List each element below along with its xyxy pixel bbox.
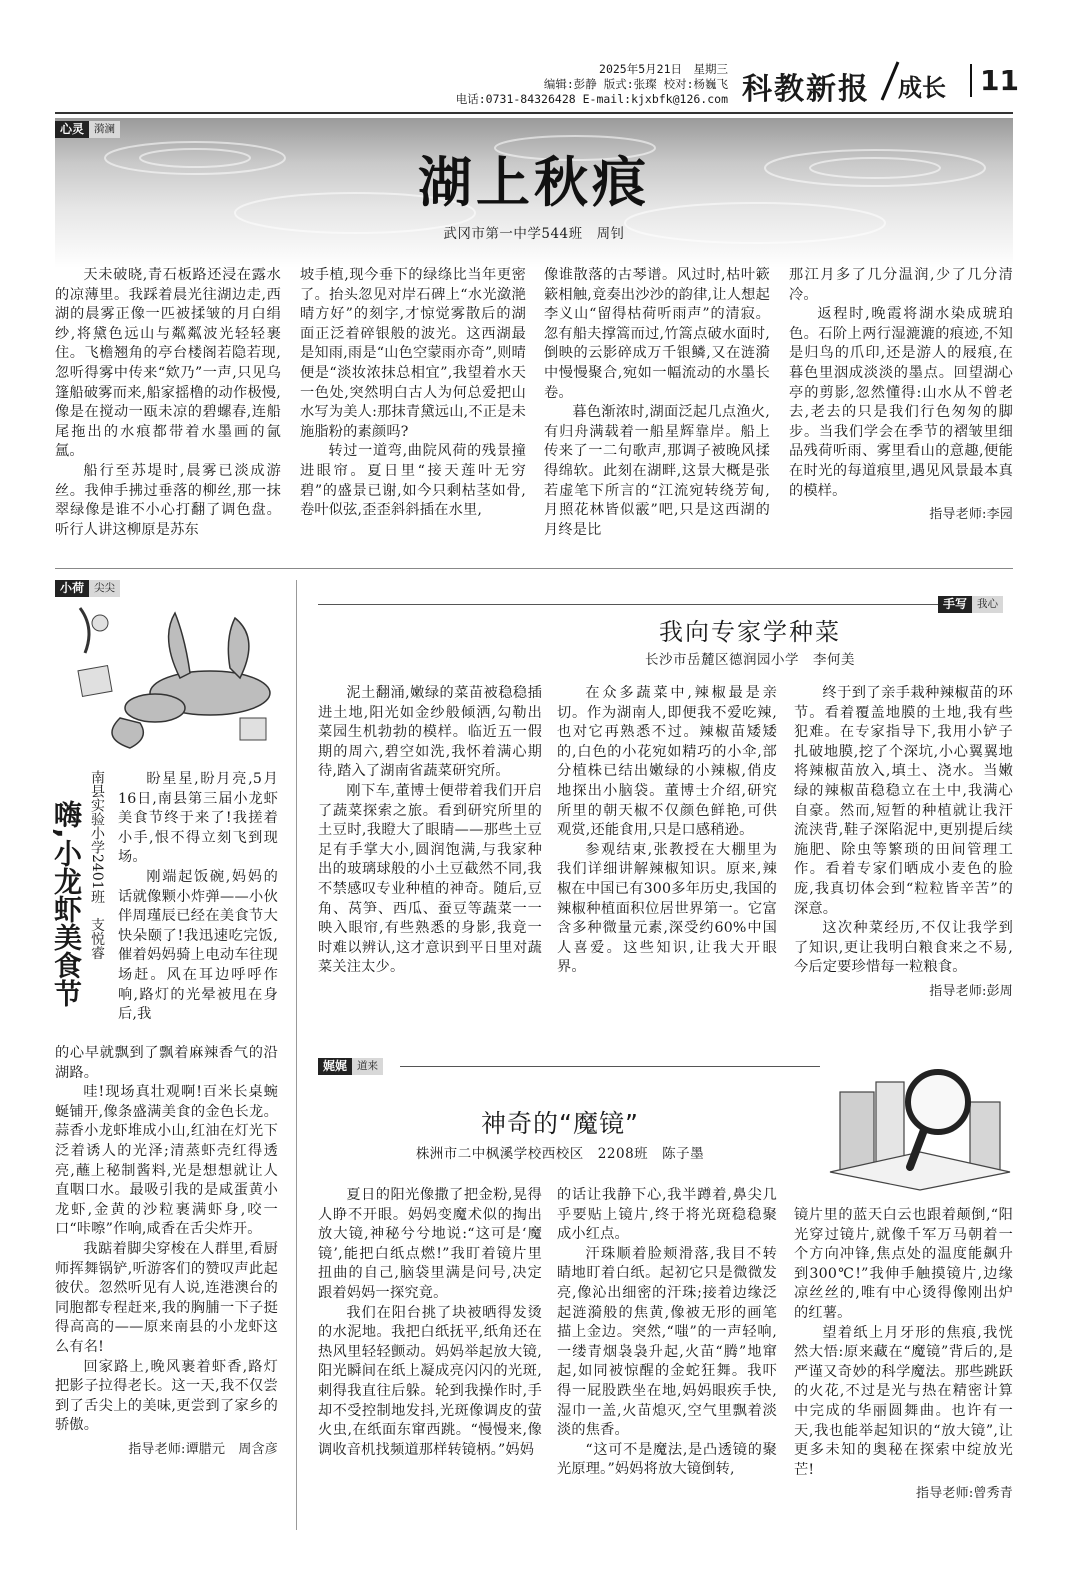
- tag-main: 娓娓: [318, 1058, 352, 1075]
- paragraph: 汗珠顺着脸颊滑落,我目不转睛地盯着白纸。起初它只是微微发亮,像沁出细密的汗珠;接着边缘泛起涟漪般的焦黄,像被无形的画笔描上金边。突然,“嗤”的一声轻响,一缕青烟袅袅升起,火苗“腾”地窜起,如同被惊醒的金蛇狂舞。我吓得一屁股跌坐在地,妈妈眼疾手快,湿巾一盖,火苗熄灭,空气里飘着淡淡的焦香。: [557, 1245, 777, 1439]
- article3-column-3: [794, 684, 1013, 1002]
- tag-sub: 道来: [352, 1058, 383, 1075]
- tag-sub: 我心: [972, 596, 1003, 613]
- paragraph: 参观结束,张教授在大棚里为我们详细讲解辣椒知识。原来,辣椒在中国已有300多年历史,我国的辣椒种植面积位居世界第一。它富含多种微量元素,深受约60%中国人喜爱。这些知识,让我大开眼界。: [557, 841, 777, 976]
- article4-title: 神奇的“魔镜”: [481, 1109, 639, 1138]
- header-rule: [55, 112, 1013, 114]
- books-magnifier-illustration-icon: [820, 1052, 1014, 1192]
- article1-column-4: [789, 266, 1013, 525]
- paragraph: 哇!现场真壮观啊!百米长桌蜿蜒铺开,像条盛满美食的金色长龙。蒜香小龙虾堆成小山,红油在灯光下泛着诱人的光泽;清蒸虾壳红得透亮,蘸上秘制酱料,光是想想就让人直咽口水。最吸引我的是咸蛋黄小龙虾,金黄的沙粒裹满虾身,咬一口“咔嚓”作响,咸香在舌尖炸开。: [55, 1084, 278, 1238]
- section-tag-shouxie: [938, 596, 1003, 613]
- paragraph: 泥土翻涌,嫩绿的菜苗被稳稳插进土地,阳光如金纱般倾洒,勾勒出菜园生机勃勃的模样。临近五一假期的周六,碧空如洗,我怀着满心期待,踏入了湖南省蔬菜研究所。: [318, 685, 542, 780]
- section-divider: [55, 568, 1013, 569]
- paragraph: 转过一道弯,曲院风荷的残景撞进眼帘。夏日里“接天莲叶无穷碧”的盛景已谢,如今只剩枯茎如骨,卷叶似弦,歪歪斜斜插在水里,: [300, 443, 526, 519]
- paragraph: 夏日的阳光像撒了把金粉,晃得人睁不开眼。妈妈变魔术似的掏出放大镜,神秘兮兮地说:“这可是‘魔镜’,能把白纸点燃!”我盯着镜片里扭曲的自己,脑袋里满是问号,决定跟着妈妈一探究竟。: [318, 1187, 542, 1301]
- paragraph: 返程时,晚霞将湖水染成琥珀色。石阶上两行湿漉漉的痕迹,不知是归鸟的爪印,还是游人的屐痕,在暮色里洇成淡淡的墨点。回望湖心亭的剪影,忽然懂得:山水从不曾老去,老去的只是我们行色匆匆的脚步。当我们学会在季节的褶皱里细品残荷听雨、雾里看山的意趣,便能在时光的每道痕里,遇见风景最本真的模样。: [789, 306, 1013, 499]
- section-tag-xinling: [55, 121, 120, 138]
- article3-column-1: [318, 684, 542, 978]
- column-divider: [296, 580, 297, 1530]
- paragraph: 刚下车,董博士便带着我们开启了蔬菜探索之旅。看到研究所里的土豆时,我瞪大了眼睛——那些土豆足有手掌大小,圆润饱满,与我家种出的玻璃球般的小土豆截然不同,我不禁感叹专业种植的神奇。随后,豆角、莴笋、西瓜、蚕豆等蔬菜一一映入眼帘,有些熟悉的身影,我竟一时难以辨认,这才意识到平日里对蔬菜关注太少。: [318, 782, 542, 976]
- article1-column-1: [55, 266, 281, 540]
- article1-column-3: [544, 266, 770, 540]
- paragraph: 我们在阳台挑了块被晒得发烫的水泥地。我把白纸抚平,纸角还在热风里轻轻颤动。妈妈举起放大镜,阳光瞬间在纸上凝成亮闪闪的光斑,刺得我直往后躲。轮到我操作时,手却不受控制地发抖,光斑像调皮的萤火虫,在纸面东窜西跳。“慢慢来,像调收音机找频道那样转镜柄。”妈妈: [318, 1304, 542, 1458]
- article4-column-1: [318, 1186, 542, 1460]
- tag-main: 心灵: [55, 121, 89, 138]
- article3-title: 我向专家学种菜: [659, 618, 841, 646]
- crayfish-illustration-icon: [60, 598, 280, 758]
- article4-column-3: [794, 1206, 1013, 1504]
- article2-teacher: 指导老师:谭腊元 周含彦: [128, 1441, 278, 1457]
- section-tag-weiwei: [318, 1058, 383, 1075]
- section-name: 成长: [898, 74, 946, 102]
- paragraph: “这可不是魔法,是凸透镜的聚光原理。”妈妈将放大镜倒转,: [557, 1441, 777, 1478]
- masthead-brand: 科教新报: [742, 72, 870, 107]
- paragraph: 在众多蔬菜中,辣椒最是亲切。作为湖南人,即便我不爱吃辣,也对它再熟悉不过。辣椒苗矮矮的,白色的小花宛如精巧的小伞,部分植株已结出嫩绿的小辣椒,俏皮地探出小脑袋。董博士介绍,研究所里的朝天椒不仅颜色鲜艳,可供观赏,还能食用,只是口感稍逊。: [557, 685, 777, 839]
- article4-top-rule: [400, 1066, 820, 1067]
- article4-author: 株洲市二中枫溪学校西校区 2208班 陈子墨: [415, 1146, 705, 1162]
- article2-column-bottom: [55, 1044, 278, 1459]
- editor-credits: 编辑:彭静 版式:张璨 校对:杨巍飞: [543, 77, 728, 91]
- paragraph: 那江月多了几分温润,少了几分清冷。: [789, 267, 1013, 303]
- article4-teacher: 指导老师:曾秀青: [916, 1486, 1013, 1502]
- paragraph: 我踮着脚尖穿梭在人群里,看厨师挥舞锅铲,听游客们的赞叹声此起彼伏。忽然听见有人说,连港澳台的同胞都专程赶来,我的胸脯一下子挺得高高的——原来南县的小龙虾这么有名!: [55, 1240, 278, 1355]
- paragraph: 暮色渐浓时,湖面泛起几点渔火,有归舟满载着一船星辉靠岸。船上传来了一二句歌声,那调子被晚风揉得绵软。此刻在湖畔,这景大概是张若虚笔下所言的“江流宛转绕芳甸,月照花林皆似霰”吧,只是这西湖的月终是比: [544, 404, 770, 538]
- paragraph: 回家路上,晚风裹着虾香,路灯把影子拉得老长。这一天,我不仅尝到了舌尖上的美味,更尝到了家乡的骄傲。: [55, 1358, 278, 1434]
- article1-author: 武冈市第一中学544班 周钊: [443, 226, 625, 242]
- article2-title: 嗨,小龙虾美食节: [50, 800, 83, 1007]
- tag-main: 手写: [938, 596, 972, 613]
- paragraph: 坡手植,现今垂下的绿绦比当年更密了。抬头忽见对岸石碑上“水光潋滟晴方好”的刻字,才惊觉雾散后的湖面正泛着碎银般的波光。这西湖最是知雨,雨是“山色空蒙雨亦奇”,则晴便是“淡妆浓抹总相宜”,我望着水天一色处,突然明白古人为何总爱把山水写为美人:那抹青黛远山,不正是未施脂粉的素颜吗?: [300, 267, 526, 440]
- article1-teacher: 指导老师:李园: [929, 507, 1013, 523]
- article3-column-2: [557, 684, 777, 978]
- article3-author: 长沙市岳麓区德润园小学 李何美: [645, 652, 855, 668]
- tag-sub: 尖尖: [89, 580, 120, 597]
- article1-column-2: [300, 266, 526, 521]
- paragraph: 的话让我静下心,我半蹲着,鼻尖几乎要贴上镜片,终于将光斑稳稳聚成小红点。: [557, 1187, 777, 1243]
- paragraph: 这次种菜经历,不仅让我学到了知识,更让我明白粮食来之不易,今后定要珍惜每一粒粮食。: [794, 920, 1013, 976]
- paragraph: 像谁散落的古琴谱。风过时,枯叶簌簌相触,竟奏出沙沙的韵律,让人想起李义山“留得枯荷听雨声”的清寂。忽有船夫撑篙而过,竹篙点破水面时,倒映的云影碎成万千银鳞,又在涟漪中慢慢聚合,宛如一幅流动的水墨长卷。: [544, 267, 770, 401]
- article4-column-2: [557, 1186, 777, 1480]
- page-number: 11: [970, 64, 1019, 97]
- article1-title: 湖上秋痕: [418, 151, 650, 214]
- paragraph: 镜片里的蓝天白云也跟着颠倒,“阳光穿过镜片,就像千军万马朝着一个方向冲锋,焦点处的温度能飙升到300℃!”我伸手触摸镜片,边缘凉丝丝的,唯有中心烫得像刚出炉的红薯。: [794, 1207, 1013, 1321]
- paragraph: 终于到了亲手栽种辣椒苗的环节。看着覆盖地膜的土地,我有些犯难。在专家指导下,我用小铲子扎破地膜,挖了个深坑,小心翼翼地将辣椒苗放入,填土、浇水。当嫩绿的辣椒苗稳稳立在土中,我满心自豪。然而,短暂的种植就让我汗流浃背,鞋子深陷泥中,更别提后续施肥、除虫等繁琐的田间管理工作。看着专家们晒成小麦色的脸庞,我真切体会到“粒粒皆辛苦”的深意。: [794, 685, 1013, 917]
- contact-line: 电话:0731-84326428 E-mail:kjxbfk@126.com: [455, 92, 728, 106]
- paragraph: 船行至苏堤时,晨雾已淡成游丝。我伸手拂过垂落的柳丝,那一抹翠绿像是谁不小心打翻了调色盘。听行人讲这柳原是苏东: [55, 462, 281, 538]
- article2-column-top: [118, 770, 278, 1025]
- article3-teacher: 指导老师:彭周: [929, 983, 1013, 999]
- article2-author: 南县实验小学2401班 支悦睿: [89, 770, 105, 960]
- paragraph: 望着纸上月牙形的焦痕,我恍然大悟:原来藏在“魔镜”背后的,是严谨又奇妙的科学魔法。那些跳跃的火花,不过是光与热在精密计算中完成的华丽圆舞曲。也许有一天,我也能举起知识的“放大镜”,让更多未知的奥秘在探索中绽放光芒!: [794, 1324, 1013, 1478]
- paragraph: 天未破晓,青石板路还浸在露水的凉薄里。我踩着晨光往湖边走,西湖的晨雾正像一匹被揉皱的月白绢纱,将黛色远山与粼粼波光轻轻裹住。飞檐翘角的亭台楼阁若隐若现,忽听得雾中传来“欸乃”一声,只见乌篷船破雾而来,船家摇橹的动作极慢,像是在搅动一瓯未凉的碧螺春,连船尾拖出的水痕都带着水墨画的氤氲。: [55, 267, 281, 460]
- tag-sub: 漪澜: [89, 121, 120, 138]
- paragraph: 盼星星,盼月亮,5月16日,南县第三届小龙虾美食节终于来了!我搓着小手,恨不得立刻飞到现场。: [118, 771, 278, 866]
- paragraph: 刚端起饭碗,妈妈的话就像颗小炸弹——小伙伴周瑾辰已经在美食节大快朵颐了!我迅速吃完饭,催着妈妈骑上电动车往现场赶。风在耳边呼呼作响,路灯的光晕被甩在身后,我: [118, 868, 278, 1023]
- issue-date: 2025年5月21日 星期三: [599, 62, 728, 76]
- article3-top-rule: [318, 604, 938, 605]
- section-tag-xiaohe: [55, 580, 120, 597]
- paragraph: 的心早就飘到了飘着麻辣香气的沿湖路。: [55, 1045, 278, 1081]
- header-meta: [440, 62, 728, 107]
- tag-main: 小荷: [55, 580, 89, 597]
